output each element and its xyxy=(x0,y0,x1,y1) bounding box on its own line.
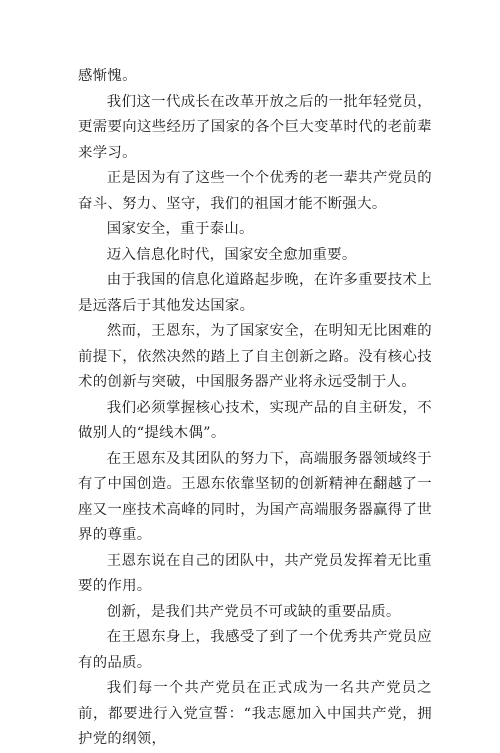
paragraph: 我们每一个共产党员在正式成为一名共产党员之前，都要进行入党宣誓：“我志愿加入中国共产党，拥护党的纲领， xyxy=(78,680,432,747)
paragraph: 感惭愧。 xyxy=(78,68,137,84)
paragraph: 由于我国的信息化道路起步晚，在许多重要技术上是远落后于其他发达国家。 xyxy=(78,272,432,314)
paragraph: 迈入信息化时代，国家安全愈加重要。 xyxy=(106,246,357,263)
paragraph: 然而，王恩东，为了国家安全，在明知无比困难的前提下，依然决然的踏上了自主创新之路。没有核心技术的创新与突破，中国服务器产业将永远受制于人。 xyxy=(78,323,432,390)
paragraph: 我们这一代成长在改革开放之后的一批年轻党员，更需要向这些经历了国家的各个巨大变革时代的老前辈来学习。 xyxy=(78,93,432,161)
paragraph: 国家安全，重于泰山。 xyxy=(106,221,254,237)
paragraph: 我们必须掌握核心技术，实现产品的自主研发，不做别人的“提线木偶”。 xyxy=(78,399,432,441)
paragraph: 正是因为有了这些一个个优秀的老一辈共产党员的奋斗、努力、坚守，我们的祖国才能不断强大。 xyxy=(78,170,432,212)
document-body xyxy=(78,64,432,753)
paragraph: 在王恩东身上，我感受了到了一个优秀共产党员应有的品质。 xyxy=(78,629,432,671)
paragraph: 在王恩东及其团队的努力下，高端服务器领域终于有了中国创造。王恩东依靠坚韧的创新精神在翻越了一座又一座技术高峰的同时，为国产高端服务器赢得了世界的尊重。 xyxy=(78,450,432,543)
paragraph: 王恩东说在自己的团队中，共产党员发挥着无比重要的作用。 xyxy=(78,552,432,594)
paragraph: 创新，是我们共产党员不可或缺的重要品质。 xyxy=(106,603,401,620)
